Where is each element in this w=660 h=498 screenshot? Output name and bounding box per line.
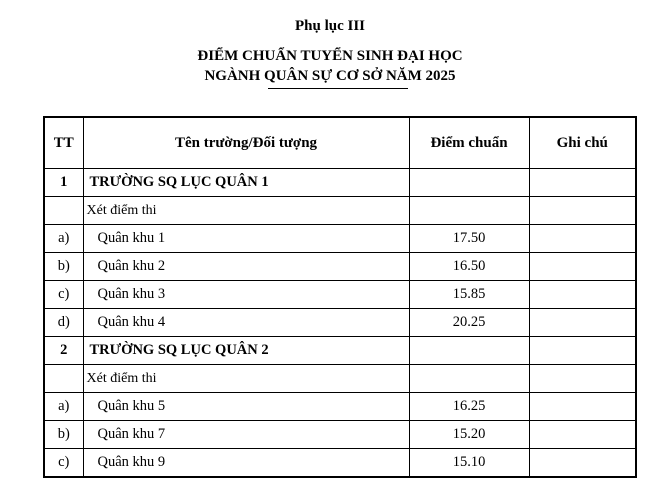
cell-name: Quân khu 5 [83,393,409,421]
cell-score: 16.50 [409,253,529,281]
cell-name: Quân khu 7 [83,421,409,449]
cell-name: Quân khu 2 [83,253,409,281]
cell-score: 16.25 [409,393,529,421]
cell-score [409,197,529,225]
cell-score: 15.85 [409,281,529,309]
table-row [44,337,636,365]
cell-tt: b) [44,421,83,449]
cell-name: Xét điểm thi [83,365,409,393]
appendix-label: Phụ lục III [294,18,366,34]
cell-score: 17.50 [409,225,529,253]
cell-name: TRƯỜNG SQ LỤC QUÂN 2 [83,337,409,365]
cell-name: TRƯỜNG SQ LỤC QUÂN 1 [83,169,409,197]
cell-score [409,365,529,393]
cell-name: Quân khu 4 [83,309,409,337]
column-header-note: Ghi chú [529,117,636,169]
document-title-line-1: ĐIỂM CHUẨN TUYỂN SINH ĐẠI HỌC [197,48,463,64]
document-title-line-2: NGÀNH QUÂN SỰ CƠ SỞ NĂM 2025 [204,68,456,84]
cell-score [409,337,529,365]
cell-note [529,197,636,225]
cell-score: 15.10 [409,449,529,478]
cell-note [529,253,636,281]
cell-tt: c) [44,449,83,478]
cell-tt [44,197,83,225]
cell-tt: a) [44,393,83,421]
table-row [44,421,636,449]
cell-tt: c) [44,281,83,309]
table-row [44,281,636,309]
table-row [44,169,636,197]
table-row [44,253,636,281]
column-header-tt: TT [44,117,83,169]
cell-name: Quân khu 3 [83,281,409,309]
cell-note [529,421,636,449]
cell-note [529,281,636,309]
table-row [44,393,636,421]
cell-note [529,309,636,337]
cell-note [529,169,636,197]
cell-tt: d) [44,309,83,337]
cell-tt: a) [44,225,83,253]
cell-tt: 1 [44,169,83,197]
cell-tt [44,365,83,393]
cell-note [529,365,636,393]
cell-note [529,337,636,365]
cell-name: Quân khu 1 [83,225,409,253]
cell-name: Xét điểm thi [83,197,409,225]
cell-note [529,393,636,421]
table-row [44,309,636,337]
table-header-row [44,117,636,169]
title-underline [268,88,408,89]
column-header-score: Điểm chuẩn [409,117,529,169]
cell-note [529,449,636,478]
table-row [44,449,636,478]
cell-note [529,225,636,253]
cell-score: 20.25 [409,309,529,337]
column-header-name: Tên trường/Đối tượng [83,117,409,169]
table-row [44,225,636,253]
admission-scores-table [43,116,637,478]
cell-tt: b) [44,253,83,281]
table-row [44,365,636,393]
cell-name: Quân khu 9 [83,449,409,478]
cell-score [409,169,529,197]
table-row [44,197,636,225]
cell-tt: 2 [44,337,83,365]
cell-score: 15.20 [409,421,529,449]
